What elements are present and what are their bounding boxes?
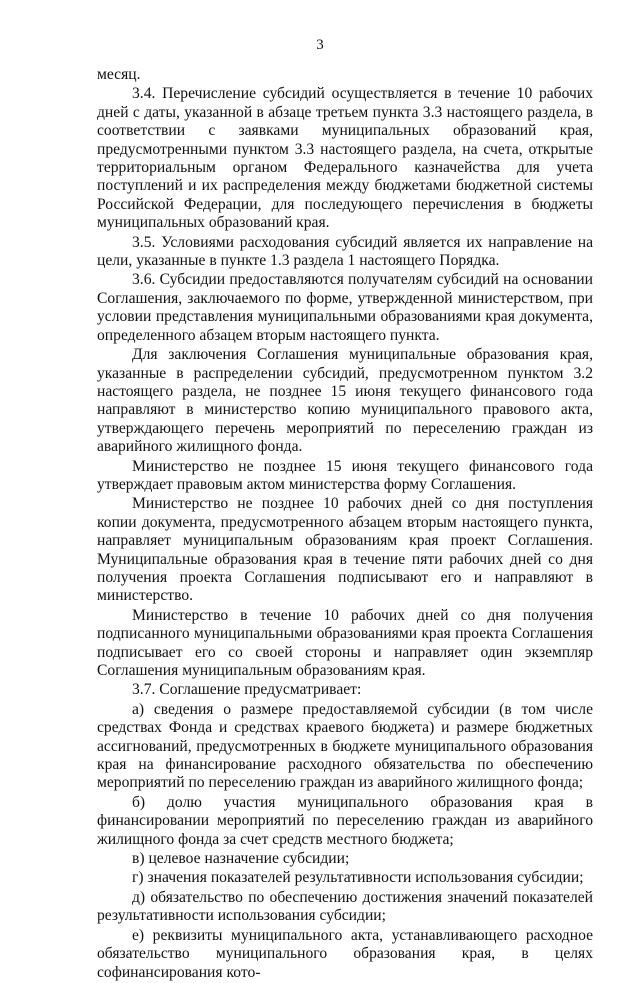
- paragraph: в) целевое назначение субсидии;: [132, 850, 350, 868]
- paragraph: б) долю участия муниципального образования края в финансировании мероприятий по переселению граждан из аварийного жилищного фонда за счет средств местного бюджета;: [97, 793, 593, 848]
- paragraph: г) значения показателей результативности использования субсидии;: [132, 869, 584, 887]
- paragraph: е) реквизиты муниципального акта, устанавливающего расходное обязательство муниципального образования края, в целях софинансирования кото-: [97, 926, 593, 981]
- paragraph: 3.7. Соглашение предусматривает:: [132, 681, 362, 699]
- page-number: 3: [316, 37, 324, 53]
- paragraph: а) сведения о размере предоставляемой субсидии (в том числе средствах Фонда и средствах краевого бюджета) и размере бюджетных ассигнований, предусмотренных в бюджете муниципального образования края на финансирование расходного обязательства по обеспечению мероприятий по переселению граждан из аварийного жилищного фонда;: [97, 700, 593, 792]
- document-body: [97, 66, 593, 983]
- paragraph: Для заключения Соглашения муниципальные образования края, указанные в распределении субсидий, предусмотренном пунктом 3.2 настоящего раздела, не позднее 15 июня текущего финансового года направляют в министерство копию муниципального правового акта, утверждающего перечень мероприятий по переселению граждан из аварийного жилищного фонда.: [97, 346, 593, 456]
- paragraph: 3.5. Условиями расходования субсидий является их направление на цели, указанные в пункте 1.3 раздела 1 настоящего Порядка.: [97, 233, 593, 270]
- paragraph: месяц.: [97, 66, 141, 83]
- paragraph: Министерство не позднее 10 рабочих дней со дня поступления копии документа, предусмотренного абзацем вторым настоящего пункта, направляет муниципальным образованиям края проект Соглашения. Муниципальные образования края в течение пяти рабочих дней со дня получения проекта Соглашения подписывают его и направляют в министерство.: [97, 495, 593, 605]
- paragraph: Министерство в течение 10 рабочих дней со дня получения подписанного муниципальными образованиями края проекта Соглашения подписывает его со своей стороны и направляет один экземпляр Соглашения муниципальным образованиям края.: [97, 606, 593, 679]
- paragraph: 3.6. Субсидии предоставляются получателям субсидий на основании Соглашения, заключаемого по форме, утвержденной министерством, при условии представления муниципальными образованиями края документа, определенного абзацем вторым настоящего пункта.: [97, 271, 593, 344]
- paragraph: Министерство не позднее 15 июня текущего финансового года утверждает правовым актом министерства форму Соглашения.: [97, 457, 593, 493]
- paragraph: д) обязательство по обеспечению достижения значений показателей результативности использования субсидии;: [97, 888, 593, 925]
- paragraph: 3.4. Перечисление субсидий осуществляется в течение 10 рабочих дней с даты, указанной в абзаце третьем пункта 3.3 настоящего раздела, в соответствии с заявками муниципальных образований края, предусмотренными пунктом 3.3 настоящего раздела, на счета, открытые территориальным органом Федерального казначейства для учета поступлений и их распределения между бюджетами бюджетной системы Российской Федерации, для последующего перечисления в бюджеты муниципальных образований края.: [97, 85, 593, 232]
